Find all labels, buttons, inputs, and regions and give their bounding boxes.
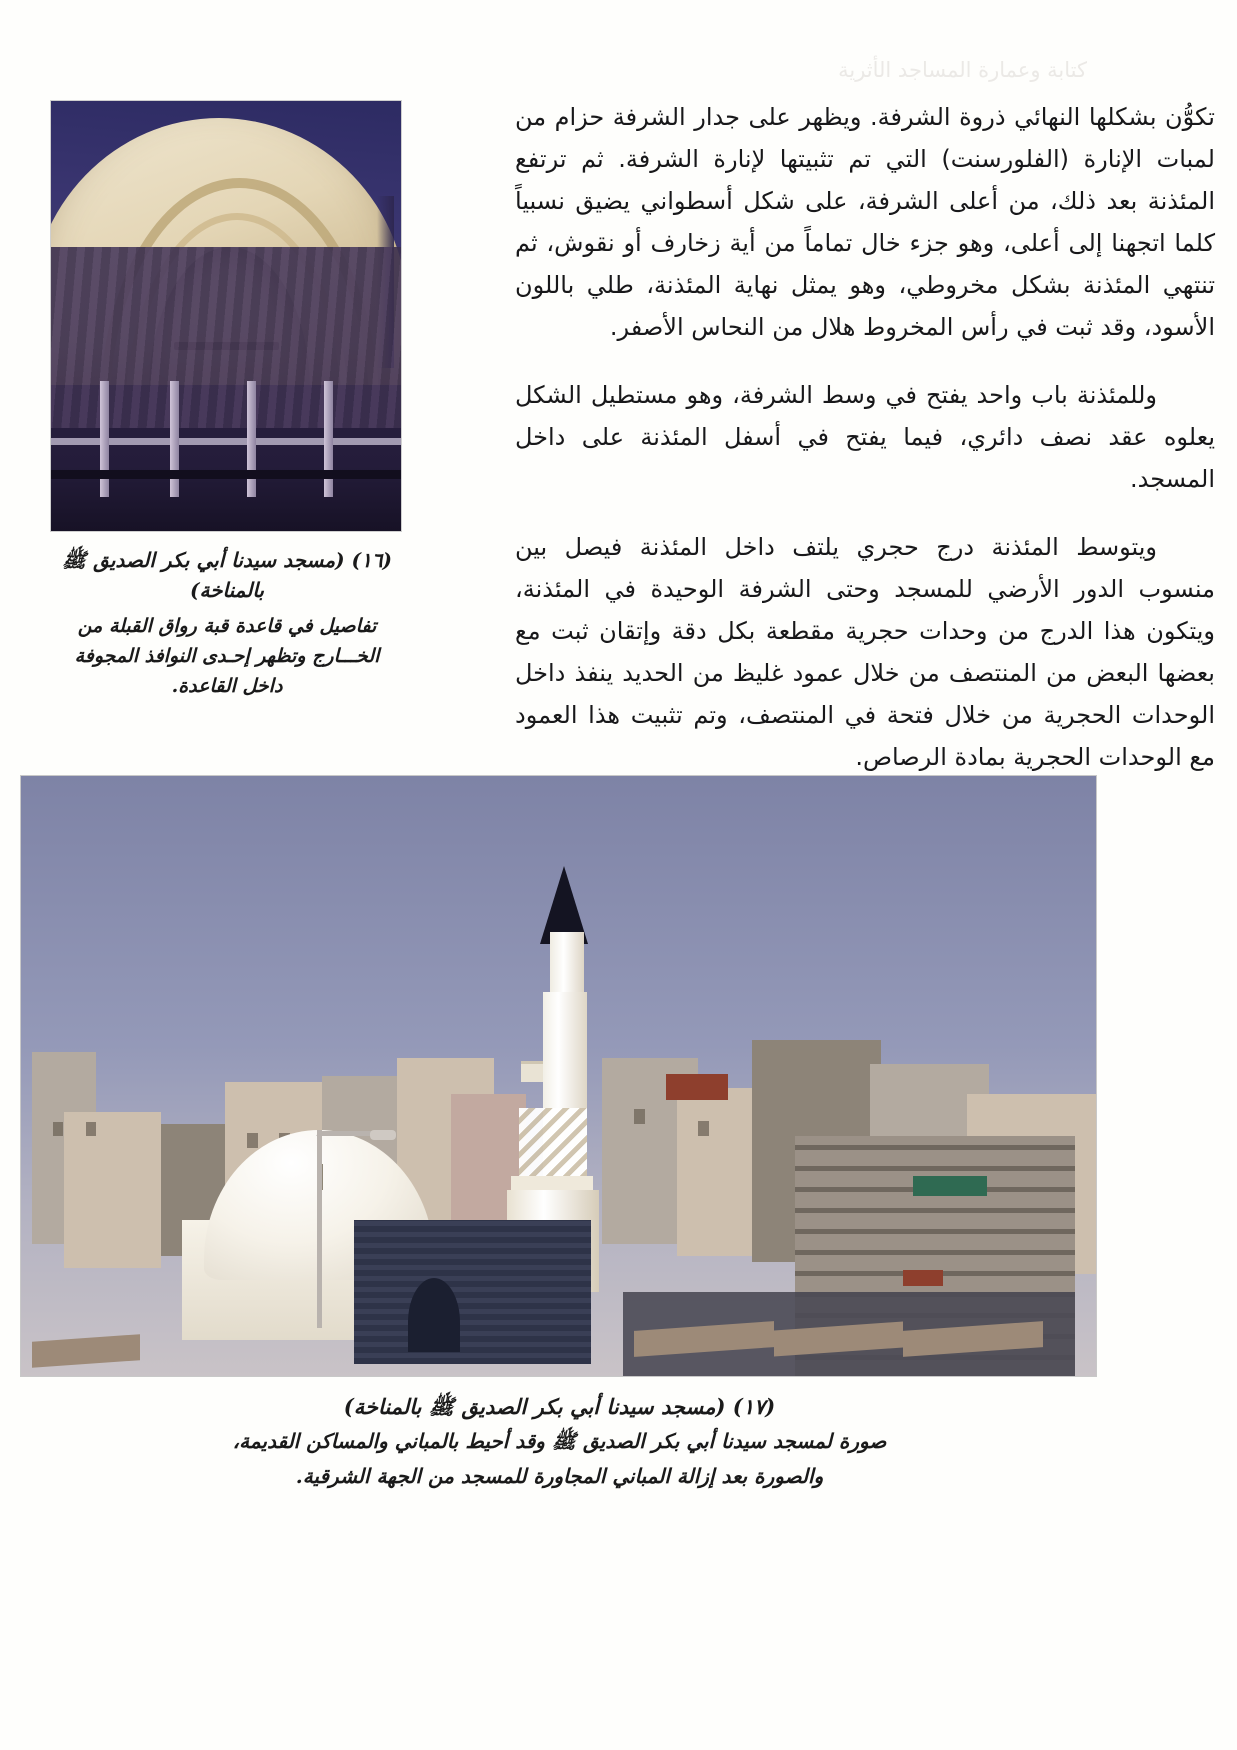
figure-16 <box>52 100 402 701</box>
paragraph-2: وللمئذنة باب واحد يفتح في وسط الشرفة، وهو مستطيل الشكل يعلوه عقد نصف دائري، فيما يفتح في أسفل المئذنة على داخل المسجد. <box>515 381 1215 493</box>
figure-17-photo <box>20 775 1097 1377</box>
figure-17 <box>22 775 1097 1493</box>
running-header: كتابة وعمارة المساجد الأثرية <box>838 58 1087 82</box>
figure-17-caption-line-1: صورة لمسجد سيدنا أبي بكر الصديق ﷺ وقد أحيط بالمباني والمساكن القديمة، <box>232 1429 887 1453</box>
shop-sign <box>913 1176 987 1196</box>
shop-sign <box>903 1270 943 1286</box>
building <box>677 1088 763 1256</box>
window <box>247 1133 258 1148</box>
window <box>698 1121 709 1136</box>
street-lamp-pole <box>317 1130 322 1328</box>
paragraph-3: ويتوسط المئذنة درج حجري يلتف داخل المئذنة فيصل بين منسوب الدور الأرضي للمسجد وحتى الشرفة الوحيدة في المئذنة، ويتكون هذا الدرج من وحدات حجرية مقطعة بكل دقة وإتقان ثبت مع بعضها البعض من المنتصف من خلال عمود غليظ من الحديد ينفذ داخل الوحدات الحجرية من خلال فتحة في المنتصف، وتم تثبيت هذا العمود مع الوحدات الحجرية بمادة الرصاص. <box>515 533 1215 771</box>
paragraph-1: تكوُّن بشكلها النهائي ذروة الشرفة. ويظهر على جدار الشرفة حزام من لمبات الإنارة (الفلورسنت) التي تم تثبيتها لإنارة الشرفة. ثم ترتفع المئذنة بعد ذلك، من أعلى الشرفة، على شكل أسطواني يضيق نسبياً كلما اتجهنا إلى أعلى، وهو جزء خال تماماً من أية زخارف أو نقوش، ثم تنتهي المئذنة بشكل مخروطي، وهو يمثل نهاية المئذنة، طلي باللون الأسود، وقد ثبت في رأس المخروط هلال من النحاس الأصفر. <box>515 103 1215 341</box>
minaret-decorative-band <box>519 1108 587 1178</box>
parapet-base <box>51 470 401 479</box>
shop-sign <box>666 1074 728 1100</box>
figure-16-caption: تفاصيل في قاعدة قبة رواق القبلة من الخـــارج وتظهر إحـدى النوافذ المجوفة داخل القاعدة. <box>74 615 380 697</box>
figure-17-title: (١٧) (مسجد سيدنا أبي بكر الصديق ﷺ بالمناخة) <box>343 1394 776 1419</box>
figure-17-caption-line-2: والصورة بعد إزالة المباني المجاورة للمسجد من الجهة الشرقية. <box>295 1464 824 1488</box>
window <box>53 1122 63 1136</box>
building <box>64 1112 161 1268</box>
street-lamp-head <box>370 1130 396 1140</box>
figure-16-photo <box>50 100 402 532</box>
mosque-stone-wall <box>354 1220 591 1364</box>
body-text <box>515 96 1215 778</box>
window <box>86 1122 96 1136</box>
figure-16-title: (١٦) (مسجد سيدنا أبي بكر الصديق ﷺ بالمناخة) <box>62 548 392 602</box>
window <box>634 1109 645 1124</box>
